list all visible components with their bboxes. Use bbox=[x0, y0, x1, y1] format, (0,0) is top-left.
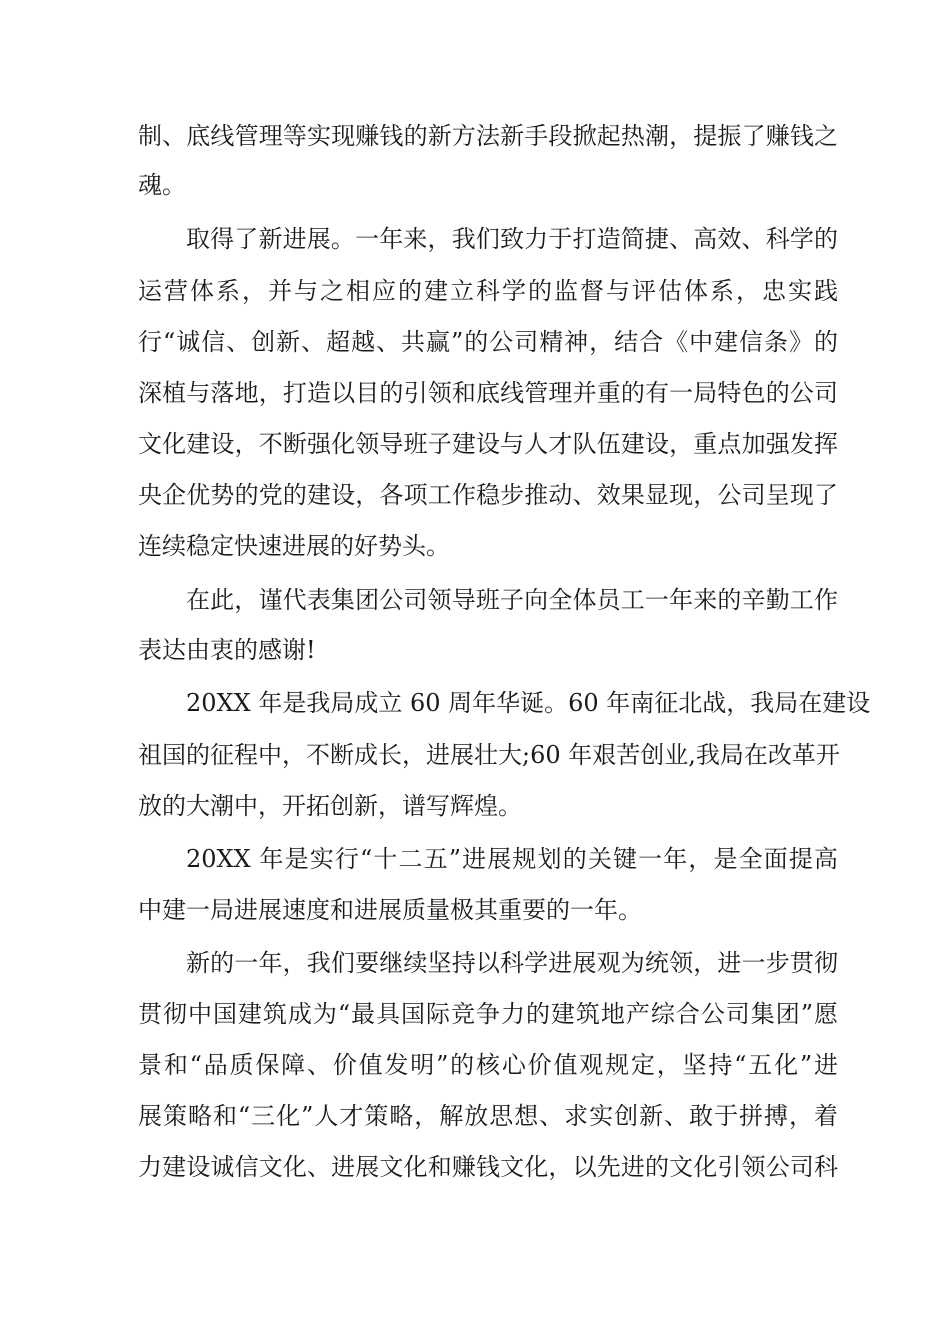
paragraph-6-line-5: 力建设诚信文化、进展文化和赚钱文化，以先进的文化引领公司科 bbox=[138, 1153, 838, 1181]
paragraph-2-line-5: 文化建设，不断强化领导班子建设与人才队伍建设，重点加强发挥 bbox=[138, 430, 838, 458]
paragraph-3-line-2: 表达由衷的感谢! bbox=[138, 636, 316, 664]
paragraph-2-line-6: 央企优势的党的建设，各项工作稳步推动、效果显现，公司呈现了 bbox=[138, 481, 838, 509]
paragraph-4-line-1: 20XX 年是我局成立 60 周年华诞。60 年南征北战，我局在建设 bbox=[186, 689, 871, 717]
paragraph-4-line-2: 祖国的征程中，不断成长，进展壮大;60 年艰苦创业,我局在改革开 bbox=[138, 741, 840, 769]
paragraph-6-line-3: 景和“品质保障、价值发明”的核心价值观规定，坚持“五化”进 bbox=[138, 1051, 838, 1079]
paragraph-1-line-1: 制、底线管理等实现赚钱的新方法新手段掀起热潮，提振了赚钱之 bbox=[138, 122, 838, 150]
paragraph-2-line-7: 连续稳定快速进展的好势头。 bbox=[138, 532, 450, 560]
paragraph-5-line-1: 20XX 年是实行“十二五”进展规划的关键一年，是全面提高 bbox=[186, 845, 838, 873]
paragraph-2-line-2: 运营体系，并与之相应的建立科学的监督与评估体系，忠实践 bbox=[138, 277, 838, 305]
paragraph-2-line-4: 深植与落地，打造以目的引领和底线管理并重的有一局特色的公司 bbox=[138, 379, 838, 407]
paragraph-6-line-1: 新的一年，我们要继续坚持以科学进展观为统领，进一步贯彻 bbox=[186, 949, 838, 977]
paragraph-6-line-4: 展策略和“三化”人才策略，解放思想、求实创新、敢于拼搏，着 bbox=[138, 1102, 838, 1130]
paragraph-5-line-2: 中建一局进展速度和进展质量极其重要的一年。 bbox=[138, 896, 642, 924]
paragraph-4-line-3: 放的大潮中，开拓创新，谱写辉煌。 bbox=[138, 792, 522, 820]
paragraph-2-line-1: 取得了新进展。一年来，我们致力于打造简捷、高效、科学的 bbox=[186, 225, 838, 253]
paragraph-6-line-2: 贯彻中国建筑成为“最具国际竞争力的建筑地产综合公司集团”愿 bbox=[138, 1000, 838, 1028]
paragraph-2-line-3: 行“诚信、创新、超越、共赢”的公司精神，结合《中建信条》的 bbox=[138, 328, 838, 356]
paragraph-1-line-2: 魂。 bbox=[138, 171, 186, 199]
paragraph-3-line-1: 在此，谨代表集团公司领导班子向全体员工一年来的辛勤工作 bbox=[186, 586, 838, 614]
